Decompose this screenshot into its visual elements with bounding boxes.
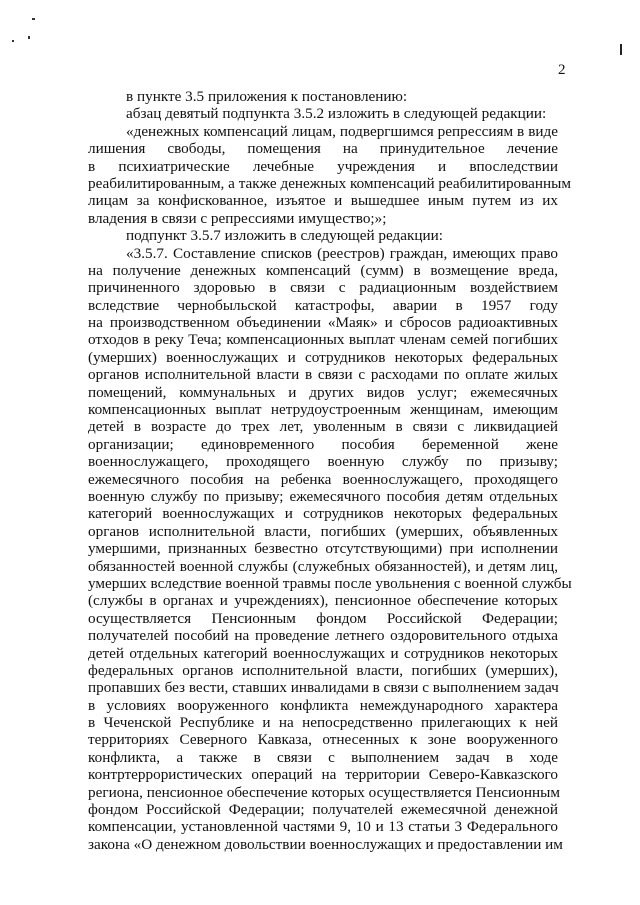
text-line: конфликта, а также в связи с выполнением задач в ходе [88, 748, 558, 766]
scan-speck [32, 18, 35, 20]
text-line: региона, пенсионное обеспечение которых осуществляется Пенсионным [88, 783, 560, 801]
text-line: детей в возрасте до трех лет, уволенным в связи с ликвидацией [88, 418, 558, 436]
text-line: военнослужащего, проходящего военную службу по призыву; [88, 453, 558, 471]
text-line: в пункте 3.5 приложения к постановлению: [126, 88, 408, 105]
scan-edge-mark [620, 44, 622, 55]
text-line: организации; единовременного пособия беременной жене [88, 435, 558, 453]
text-line: отходов в реку Теча; компенсационных выплат членам семей погибших [88, 331, 558, 349]
text-line: лишения свободы, помещения на принудительное лечение [88, 140, 558, 158]
text-line: закона «О денежном довольствии военнослужащих и предоставлении им [88, 835, 563, 853]
text-line: территориях Северного Кавказа, отнесенных к зоне вооруженного [88, 731, 558, 749]
text-line: «3.5.7. Составление списков (реестров) граждан, имеющих право [126, 244, 558, 262]
text-line: ежемесячного пособия на ребенка военнослужащего, проходящего [88, 470, 558, 488]
text-line: в психиатрические лечебные учреждения и впоследствии [88, 157, 558, 175]
text-line: компенсационных выплат нетрудоустроенным женщинам, имеющим [88, 401, 558, 419]
text-line: (умерших) военнослужащих и сотрудников некоторых федеральных [88, 348, 558, 366]
text-line: подпункт 3.5.7 изложить в следующей редакции: [126, 227, 443, 245]
page-number: 2 [558, 62, 566, 78]
text-line: умерших вследствие военной травмы после увольнения с военной службы [88, 574, 572, 592]
text-line: помещений, коммунальных и других видов услуг; ежемесячных [88, 383, 558, 401]
scan-speck [12, 40, 14, 42]
text-line: в Чеченской Республике и на непосредственно прилегающих к ней [88, 714, 558, 732]
text-line: контртеррористических операций на территории Северо-Кавказского [88, 766, 558, 784]
text-line: федеральных органов исполнительной власти, погибших (умерших), [88, 661, 558, 679]
text-line: компенсации, установленной частями 9, 10 и 13 статьи 3 Федерального [88, 818, 558, 836]
text-line: категорий военнослужащих и сотрудников некоторых федеральных [88, 505, 558, 523]
text-line: на получение денежных компенсаций (сумм) в возмещение вреда, [88, 261, 558, 279]
text-line: абзац девятый подпункта 3.5.2 изложить в следующей редакции: [126, 105, 547, 123]
text-line: органов исполнительной власти, погибших (умерших, объявленных [88, 522, 558, 540]
text-line: пропавших без вести, ставших инвалидами в связи с выполнением задач [88, 679, 559, 697]
text-line: (службы в органах и учреждениях), пенсионное обеспечение которых [88, 592, 558, 610]
text-line: в условиях вооруженного конфликта немеждународного характера [88, 696, 558, 714]
text-line: «денежных компенсаций лицам, подвергшимся репрессиям в виде [126, 122, 558, 140]
text-line: военную службу по призыву; ежемесячного пособия детям отдельных [88, 487, 558, 505]
text-line: фондом Российской Федерации; получателей ежемесячной денежной [88, 801, 558, 819]
text-line: осуществляется Пенсионным фондом Российской Федерации; [88, 609, 558, 627]
scan-speck [28, 36, 30, 39]
document-body [88, 88, 572, 853]
text-line: реабилитированным, а также денежных компенсаций реабилитированным [88, 174, 571, 192]
text-line: получателей пособий на проведение летнего оздоровительного отдыха [88, 627, 558, 645]
text-line: детей отдельных категорий военнослужащих и сотрудников некоторых [88, 644, 558, 662]
text-line: владения в связи с репрессиями имущество;»; [88, 209, 387, 227]
text-line: органов исполнительной власти в связи с расходами по оплате жилых [88, 366, 558, 384]
text-line: причиненного здоровью в связи с радиационным воздействием [88, 279, 558, 297]
text-line: на производственном объединении «Маяк» и сбросов радиоактивных [88, 314, 558, 332]
text-line: обязанностей военной службы (служебных обязанностей), и детям лиц, [88, 557, 558, 575]
text-line: лицам за конфискованное, изъятое и вышедшее иным путем из их [88, 192, 558, 210]
text-line: умершими, признанных безвестно отсутствующими) при исполнении [88, 540, 558, 558]
text-line: вследствие чернобыльской катастрофы, аварии в 1957 году [88, 296, 558, 314]
